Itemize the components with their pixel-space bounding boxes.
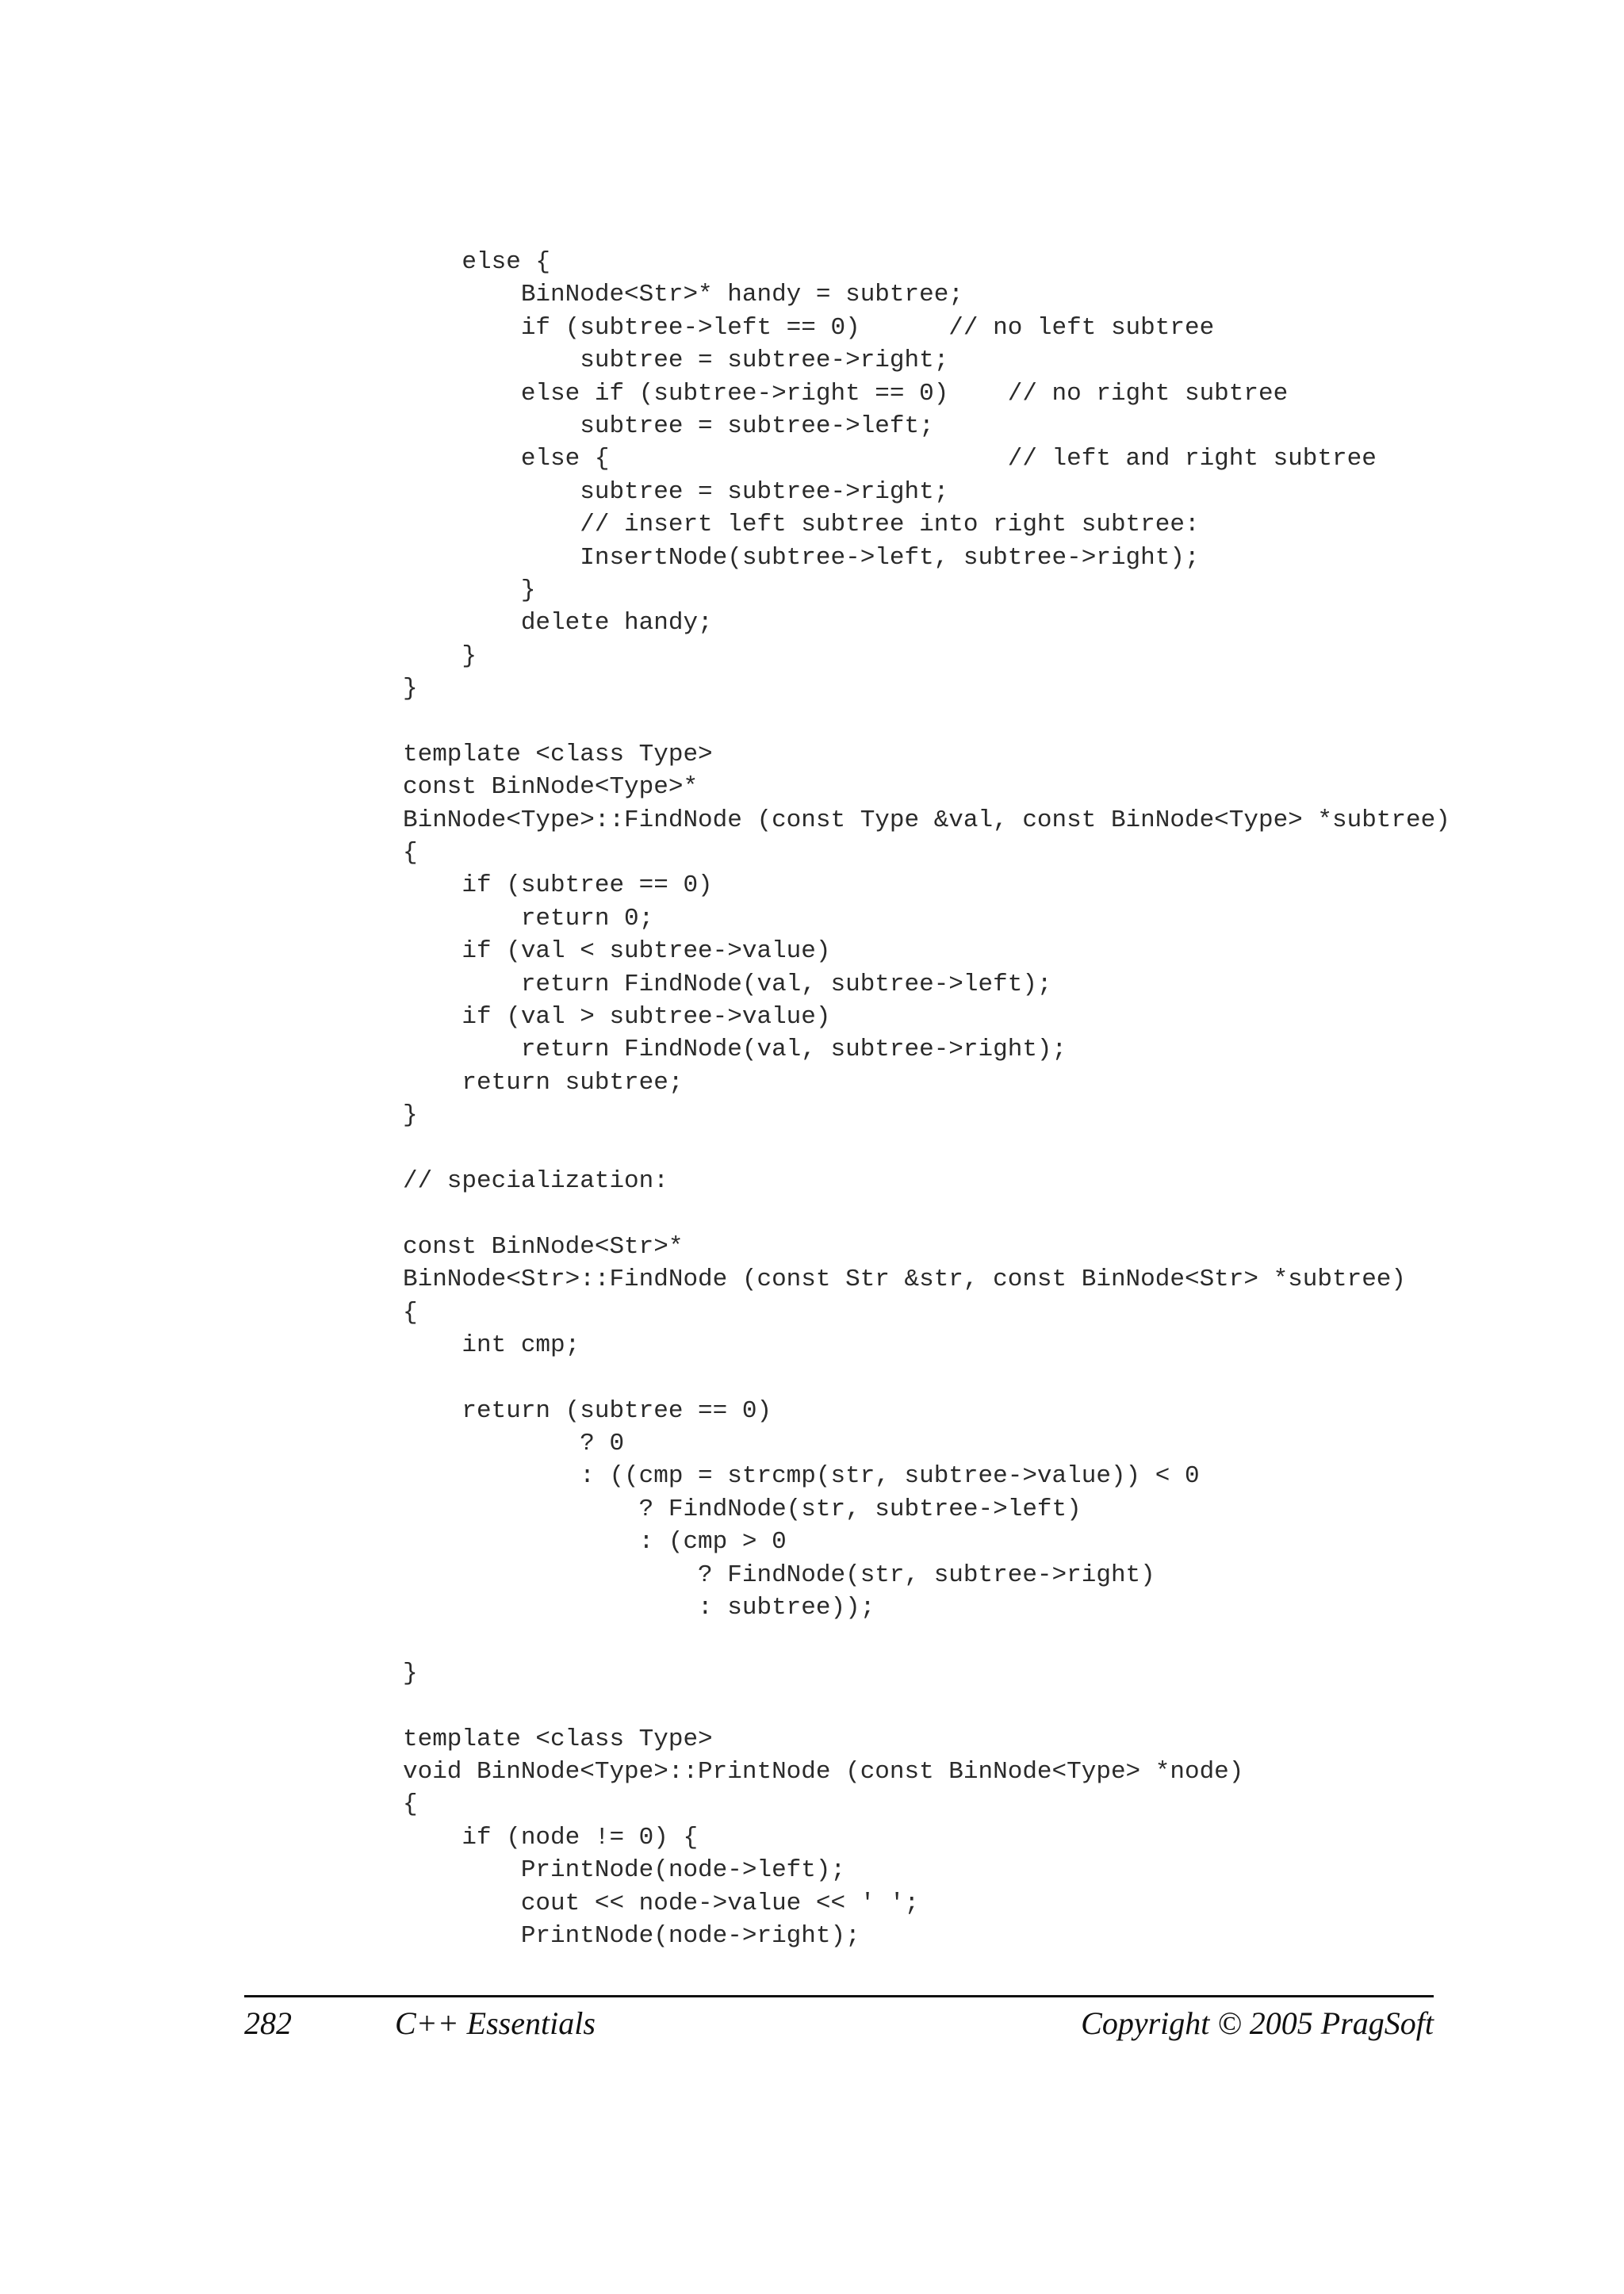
code-line: return FindNode(val, subtree->left); bbox=[403, 970, 1052, 998]
code-line: else { bbox=[403, 248, 551, 276]
code-line: { bbox=[403, 1298, 418, 1327]
code-line: else if (subtree->right == 0) // no right subtree bbox=[403, 379, 1289, 408]
code-listing bbox=[403, 246, 1450, 1952]
code-line: PrintNode(node->left); bbox=[403, 1856, 846, 1885]
code-line bbox=[403, 1197, 1450, 1230]
copyright-notice: Copyright © 2005 PragSoft bbox=[1081, 2005, 1434, 2041]
code-line: if (node != 0) { bbox=[403, 1823, 699, 1852]
code-line: delete handy; bbox=[403, 609, 713, 638]
code-line: } bbox=[403, 641, 477, 670]
code-line: : ((cmp = strcmp(str, subtree->value)) < 0 bbox=[403, 1462, 1200, 1491]
code-line: const BinNode<Type>* bbox=[403, 773, 699, 802]
code-line: const BinNode<Str>* bbox=[403, 1232, 684, 1261]
code-line bbox=[403, 1361, 1450, 1394]
code-line: return (subtree == 0) bbox=[403, 1396, 772, 1425]
code-line: void BinNode<Type>::PrintNode (const BinNode<Type> *node) bbox=[403, 1757, 1244, 1786]
code-line: subtree = subtree->right; bbox=[403, 347, 949, 375]
book-title: C++ Essentials bbox=[395, 2005, 596, 2041]
code-line: { bbox=[403, 1790, 418, 1819]
code-line: return subtree; bbox=[403, 1068, 684, 1097]
code-line: BinNode<Str>* handy = subtree; bbox=[403, 281, 963, 309]
code-line: } bbox=[403, 675, 418, 703]
code-line: return 0; bbox=[403, 904, 654, 933]
code-line: if (val > subtree->value) bbox=[403, 1002, 831, 1031]
code-line: // insert left subtree into right subtree: bbox=[403, 511, 1200, 539]
code-line bbox=[403, 1690, 1450, 1722]
code-line: subtree = subtree->left; bbox=[403, 412, 934, 440]
code-line: ? FindNode(str, subtree->left) bbox=[403, 1495, 1082, 1523]
code-line: BinNode<Type>::FindNode (const Type &val, const BinNode<Type> *subtree) bbox=[403, 806, 1450, 834]
code-line: : subtree)); bbox=[403, 1594, 875, 1622]
code-line: { bbox=[403, 839, 418, 867]
code-line: if (val < subtree->value) bbox=[403, 937, 831, 966]
code-line: if (subtree->left == 0) // no left subtree bbox=[403, 313, 1215, 342]
code-line: } bbox=[403, 576, 536, 604]
code-line: } bbox=[403, 1101, 418, 1130]
code-line: PrintNode(node->right); bbox=[403, 1921, 860, 1950]
code-line: return FindNode(val, subtree->right); bbox=[403, 1036, 1067, 1064]
code-line: template <class Type> bbox=[403, 740, 713, 768]
code-line: // specialization: bbox=[403, 1166, 668, 1195]
code-line: subtree = subtree->right; bbox=[403, 477, 949, 506]
code-line: cout << node->value << ' '; bbox=[403, 1889, 920, 1917]
code-line: InsertNode(subtree->left, subtree->right); bbox=[403, 543, 1200, 572]
code-line: } bbox=[403, 1659, 418, 1687]
code-line bbox=[403, 1624, 1450, 1656]
footer-rule bbox=[244, 1995, 1434, 1997]
code-line: if (subtree == 0) bbox=[403, 871, 713, 900]
code-line: template <class Type> bbox=[403, 1725, 713, 1753]
code-line bbox=[403, 1132, 1450, 1165]
page-footer bbox=[244, 1995, 1434, 2051]
code-line: : (cmp > 0 bbox=[403, 1528, 787, 1557]
code-line: ? 0 bbox=[403, 1430, 625, 1458]
code-line: int cmp; bbox=[403, 1331, 580, 1359]
code-line bbox=[403, 705, 1450, 737]
code-line: BinNode<Str>::FindNode (const Str &str, const BinNode<Str> *subtree) bbox=[403, 1266, 1407, 1294]
page-number: 282 bbox=[244, 2005, 292, 2041]
code-line: ? FindNode(str, subtree->right) bbox=[403, 1561, 1155, 1589]
code-line: else { // left and right subtree bbox=[403, 445, 1377, 473]
